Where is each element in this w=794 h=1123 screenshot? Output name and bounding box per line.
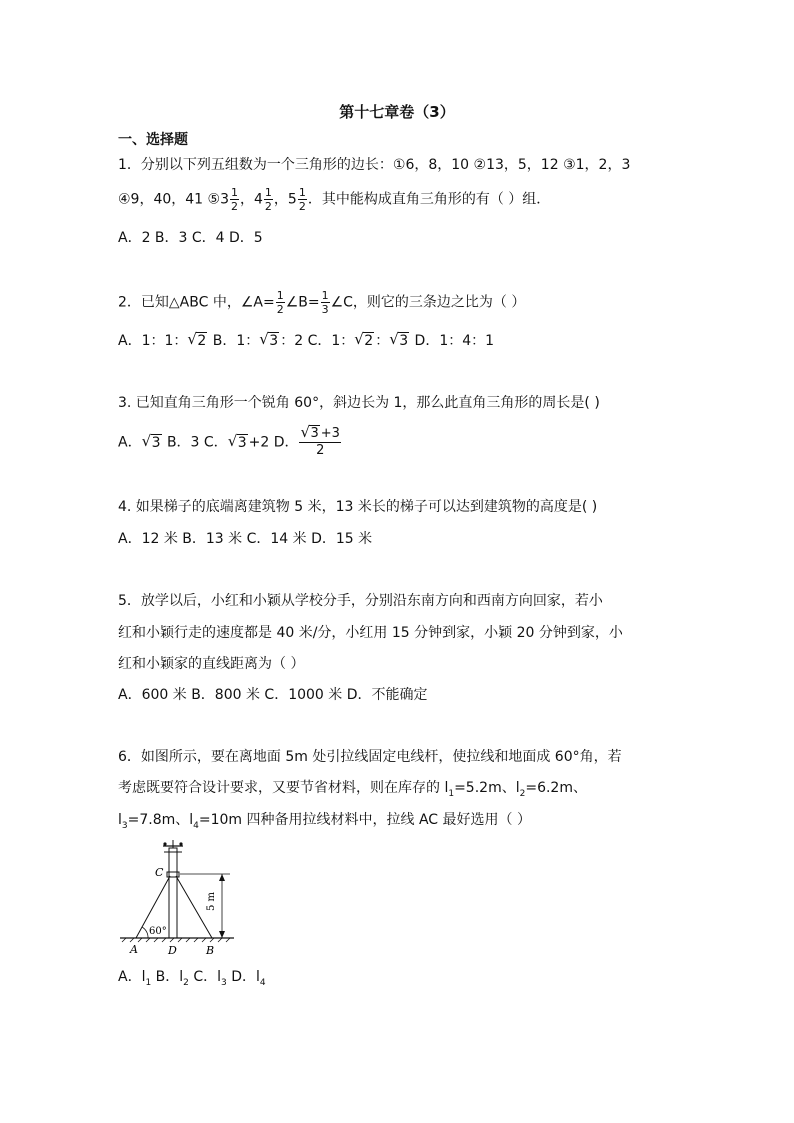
q1-fraction-2: $\frac{1}{2}$: [264, 186, 272, 213]
q2-text: ∠C，则它的三条边之比为（ ）: [330, 294, 526, 311]
label-b: B: [206, 944, 215, 957]
q5-line1: 5．放学以后，小红和小颖从学校分手，分别沿东南方向和西南方向回家，若小: [118, 593, 603, 609]
q3-option-d-fraction: √ 3 +3 2: [300, 423, 340, 458]
q6-option-a: A．l: [118, 969, 146, 985]
q2-text: ：: [375, 333, 390, 349]
q6-line2: [118, 777, 587, 805]
q6-options: [118, 966, 266, 994]
pole: [169, 848, 177, 938]
page-title: 第十七章卷（3）: [339, 103, 455, 121]
label-d: D: [168, 944, 177, 957]
q6-text: l: [118, 812, 122, 828]
label-height: 5 m: [206, 891, 217, 911]
q1-options: A．2 B．3 C．4 D．5: [118, 230, 263, 246]
subscript: 4: [259, 977, 266, 988]
sqrt-symbol: √ 2: [187, 330, 207, 349]
pole-diagram: [118, 836, 238, 960]
q3-stem: 3. 已知直角三角形一个锐角 60°，斜边长为 1，那么此直角三角形的周长是( ): [118, 395, 600, 411]
label-a: A: [130, 943, 138, 956]
sqrt-symbol: √ 2: [354, 330, 374, 349]
subscript: 1: [145, 977, 152, 988]
q3-options: [118, 423, 342, 459]
subscript: 3: [121, 820, 128, 831]
subscript: 2: [183, 977, 189, 988]
q6-line3: [118, 809, 531, 837]
q5-line2: 红和小颖行走的速度都是 40 米/分，小红用 15 分钟到家，小颖 20 分钟到家，小: [118, 625, 623, 641]
q2-option-b: B．1：: [208, 333, 260, 349]
q2-option-d: D．1：4：1: [410, 333, 495, 349]
sqrt-symbol: √ 3: [259, 330, 279, 349]
q6-option-d: D．l: [226, 969, 260, 985]
q1-fraction-3: $\frac{1}{2}$: [298, 186, 306, 213]
q1-fraction-1: $\frac{1}{2}$: [231, 186, 238, 213]
section-heading: 一、选择题: [118, 132, 188, 148]
q6-text: =7.8m、l: [127, 812, 194, 828]
q4-options: A．12 米 B．13 米 C．14 米 D．15 米: [118, 531, 373, 547]
q1-text: ④9，40，41 ⑤3: [118, 191, 229, 208]
q5-line3: 红和小颖家的直线距离为（ ）: [118, 656, 305, 672]
q2-fraction-1: $\frac{1}{2}$: [276, 289, 284, 316]
label-angle: 60°: [149, 926, 167, 937]
q6-text: =5.2m、l: [454, 780, 520, 796]
q2-options: [118, 330, 494, 352]
q6-text: 考虑既要符合设计要求，又要节省材料，则在库存的 l: [118, 780, 449, 796]
q6-option-c: C．l: [188, 969, 222, 985]
q6-text: =10m 四种备用拉线材料中，拉线 AC 最好选用（ ）: [198, 812, 531, 828]
q3-option-c: +2 D．: [248, 434, 299, 451]
q5-options: A．600 米 B．800 米 C．1000 米 D．不能确定: [118, 687, 428, 703]
q1-line1: 1．分别以下列五组数为一个三角形的边长：①6，8，10 ②13，5，12 ③1，2，3: [118, 157, 631, 173]
q1-text: ，5: [273, 191, 297, 208]
q3-option-a: A．: [118, 434, 142, 451]
q2-text: 2．已知△ABC 中，∠A=: [118, 294, 275, 311]
sqrt-symbol: √ 3: [141, 431, 161, 451]
subscript: 2: [519, 788, 526, 799]
subscript: 4: [193, 820, 199, 831]
q3-option-b: B．3 C．: [162, 434, 228, 451]
q1-line2: [118, 186, 550, 213]
q2-text: ∠B=: [285, 294, 320, 311]
q2-fraction-2: $\frac{1}{3}$: [321, 289, 329, 316]
pole-figure: [118, 836, 238, 964]
sqrt-symbol: √ 3: [300, 423, 319, 441]
q1-text: ．其中能构成直角三角形的有（ ）组．: [307, 191, 551, 208]
sqrt-symbol: √ 3: [227, 431, 247, 451]
q2-option-a: A．1：1：: [118, 333, 188, 349]
q2-option-c: ：2 C．1：: [280, 333, 355, 349]
subscript: 1: [448, 788, 455, 799]
label-c: C: [155, 866, 164, 879]
q2-stem: [118, 289, 525, 316]
q4-stem: 4. 如果梯子的底端离建筑物 5 米，13 米长的梯子可以达到建筑物的高度是( ): [118, 499, 598, 515]
sqrt-symbol: √ 3: [389, 330, 409, 349]
q6-line1: 6．如图所示，要在离地面 5m 处引拉线固定电线杆，使拉线和地面成 60°角，若: [118, 749, 622, 765]
q1-text: ，4: [240, 191, 263, 208]
angle-arc: [142, 927, 148, 938]
q6-option-b: B．l: [151, 969, 184, 985]
subscript: 3: [221, 977, 227, 988]
q6-text: =6.2m、: [525, 780, 587, 796]
